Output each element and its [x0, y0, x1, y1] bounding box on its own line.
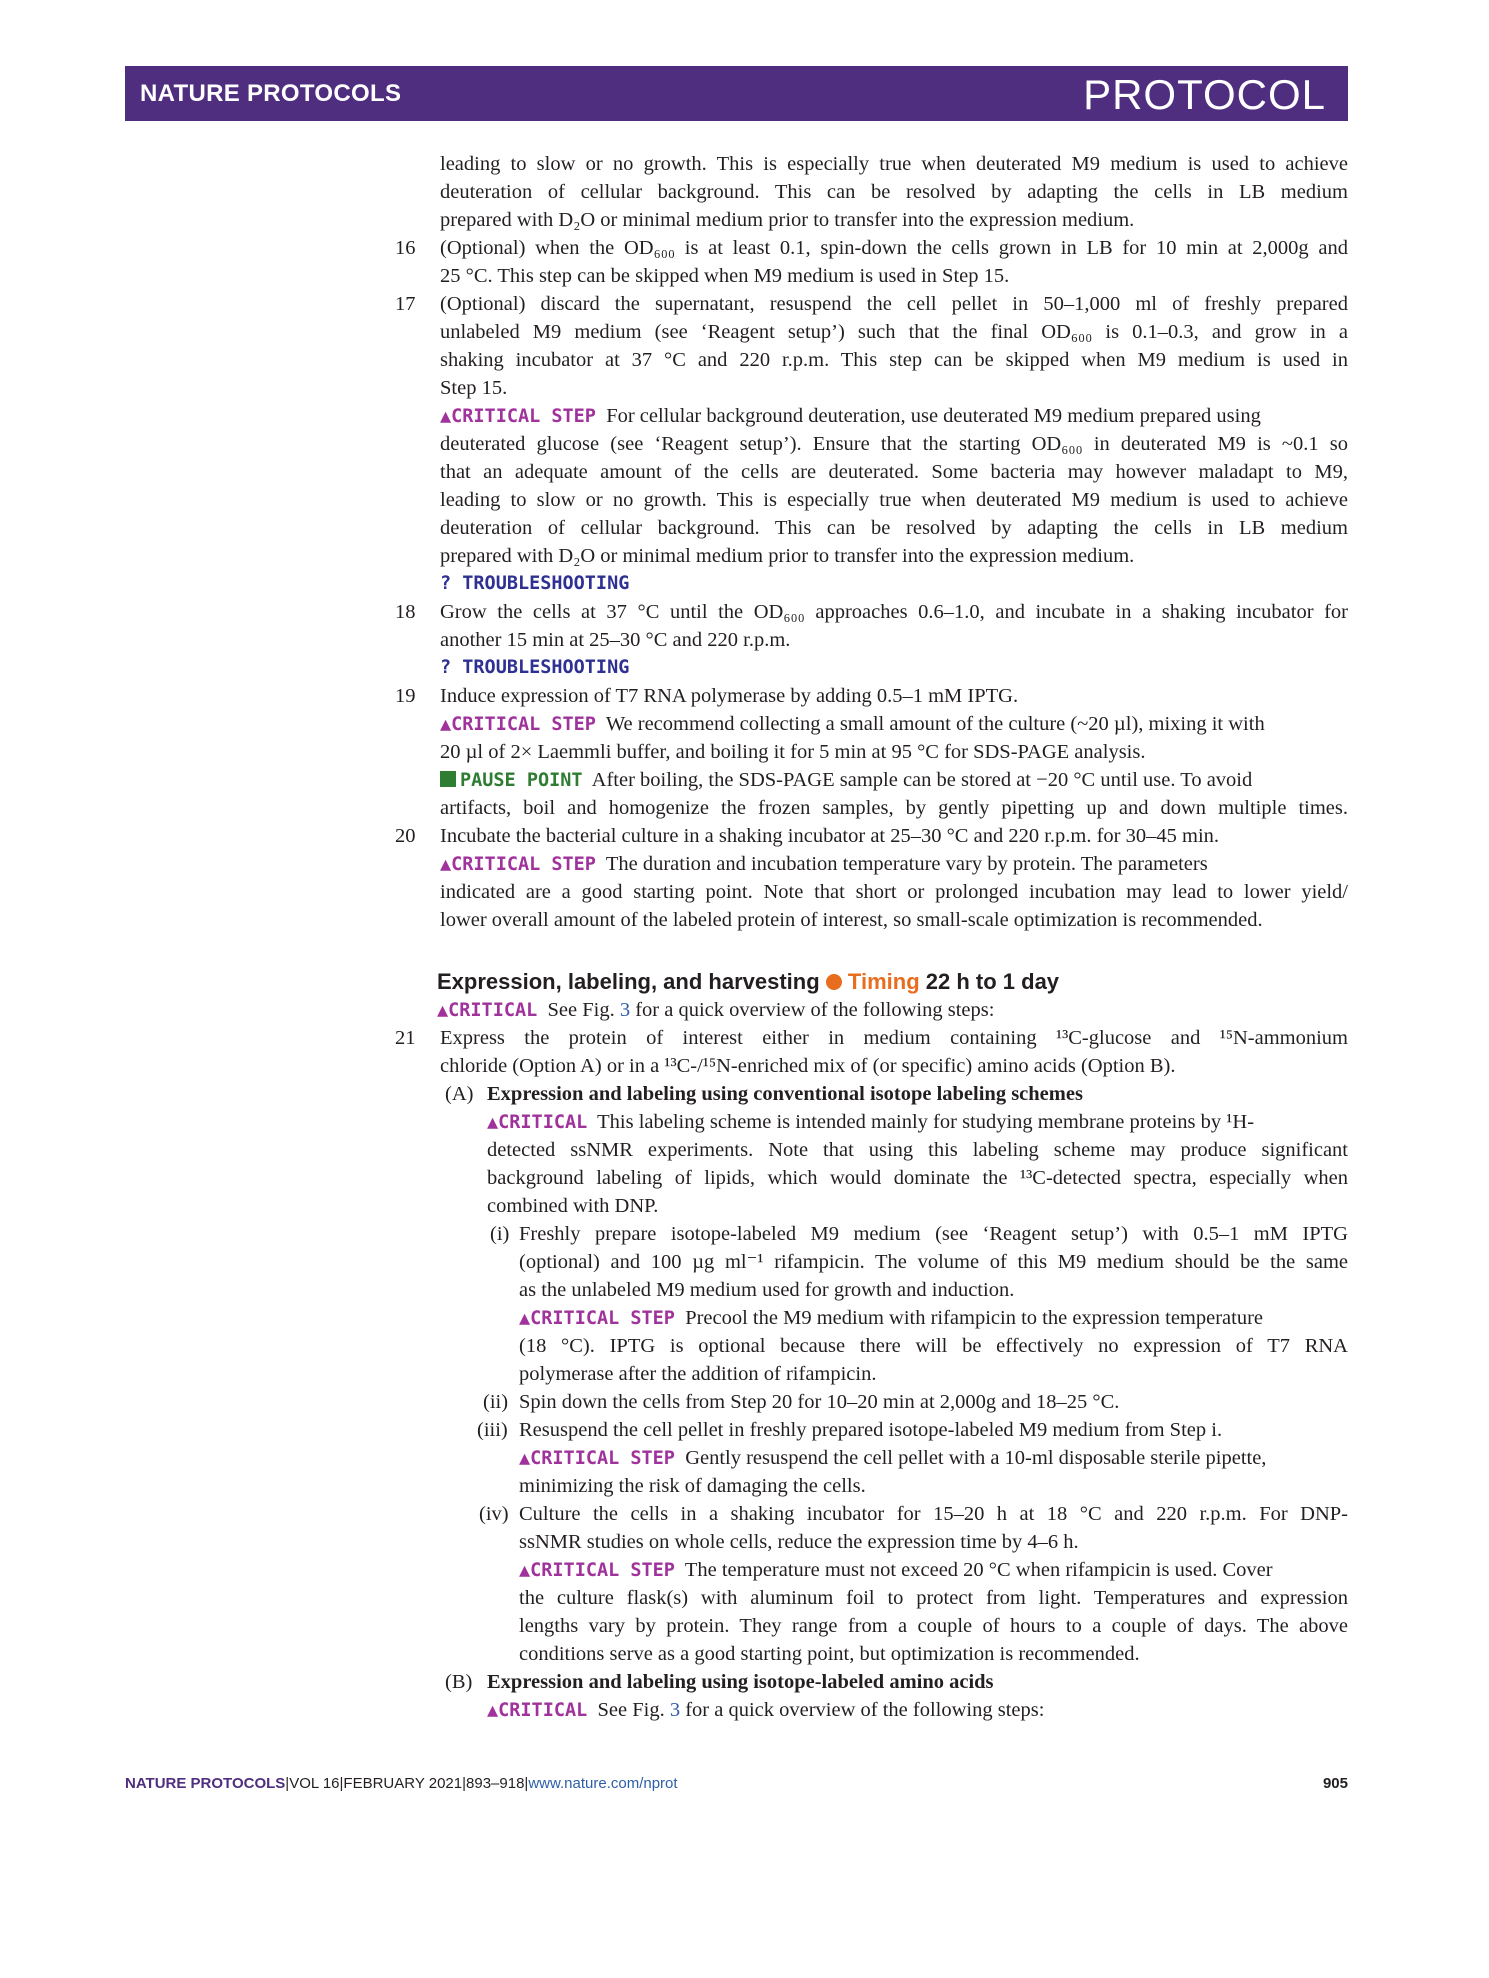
timing-label: Timing: [847, 969, 920, 994]
text-line: the culture flask(s) with aluminum foil to protect from light. Temperatures and expression: [519, 1587, 1348, 1609]
text-line: deuterated glucose (see ‘Reagent setup’). Ensure that the starting OD₆₀₀ in deuterated M9 is ~0.1 so: [440, 433, 1348, 455]
text-line: as the unlabeled M9 medium used for growth and induction.: [519, 1279, 1015, 1301]
step-number: 19: [395, 685, 416, 707]
option-label: (A): [445, 1083, 474, 1105]
text-line: another 15 min at 25–30 °C and 220 r.p.m.: [440, 629, 791, 651]
text-line: Freshly prepare isotope-labeled M9 medium (see ‘Reagent setup’) with 0.5–1 mM IPTG: [519, 1223, 1348, 1245]
text-line: minimizing the risk of damaging the cells.: [519, 1475, 866, 1497]
text-line: detected ssNMR experiments. Note that using this labeling scheme may produce significant: [487, 1139, 1348, 1161]
critical-step-note: ▲CRITICAL STEP The duration and incubation temperature vary by protein. The parameters: [440, 853, 1208, 875]
footer-journal: NATURE PROTOCOLS: [125, 1775, 286, 1792]
critical-step-label: ▲CRITICAL STEP: [440, 406, 596, 427]
text-line: Express the protein of interest either in medium containing ¹³C-glucose and ¹⁵N-ammonium: [440, 1027, 1348, 1049]
text-line: leading to slow or no growth. This is especially true when deuterated M9 medium is used to achieve: [440, 153, 1348, 175]
critical-step-label: ▲CRITICAL STEP: [440, 854, 596, 875]
step-number: 21: [395, 1027, 416, 1049]
text-line: polymerase after the addition of rifampicin.: [519, 1363, 877, 1385]
text-line: lower overall amount of the labeled protein of interest, so small-scale optimization is recommended.: [440, 909, 1263, 931]
substep-label: (iv): [479, 1503, 509, 1525]
critical-label: ▲CRITICAL: [487, 1700, 588, 1721]
text-line: shaking incubator at 37 °C and 220 r.p.m. This step can be skipped when M9 medium is used in: [440, 349, 1348, 371]
text-line: unlabeled M9 medium (see ‘Reagent setup’) such that the final OD₆₀₀ is 0.1–0.3, and grow in a: [440, 321, 1348, 343]
critical-note: ▲CRITICAL This labeling scheme is intended mainly for studying membrane proteins by ¹H-: [487, 1111, 1255, 1133]
critical-step-label: ▲CRITICAL STEP: [440, 714, 596, 735]
text-line: (Optional) when the OD₆₀₀ is at least 0.1, spin-down the cells grown in LB for 10 min at 2,000g and: [440, 237, 1348, 259]
text-line: lengths vary by protein. They range from a couple of hours to a couple of days. The above: [519, 1615, 1348, 1637]
figure-link[interactable]: 3: [619, 999, 631, 1021]
critical-step-note: ▲CRITICAL STEP We recommend collecting a small amount of the culture (~20 µl), mixing it with: [440, 713, 1265, 735]
option-title: Expression and labeling using isotope-labeled amino acids: [487, 1671, 994, 1693]
step-number: 17: [395, 293, 416, 315]
substep-label: (i): [490, 1223, 510, 1245]
text-line: conditions serve as a good starting point, but optimization is recommended.: [519, 1643, 1140, 1665]
substep-label: (iii): [477, 1419, 508, 1441]
text-line: Culture the cells in a shaking incubator for 15–20 h at 18 °C and 220 r.p.m. For DNP-: [519, 1503, 1348, 1525]
critical-step-note: ▲CRITICAL STEP For cellular background deuteration, use deuterated M9 medium prepared using: [440, 405, 1261, 427]
critical-step-label: ▲CRITICAL STEP: [519, 1448, 675, 1469]
text-line: Grow the cells at 37 °C until the OD₆₀₀ approaches 0.6–1.0, and incubate in a shaking incubator for: [440, 601, 1348, 623]
text-line: deuteration of cellular background. This can be resolved by adapting the cells in LB medium: [440, 517, 1348, 539]
text-line: Step 15.: [440, 377, 508, 399]
page-footer: NATURE PROTOCOLS|VOL 16|FEBRUARY 2021|893–918|www.nature.com/nprot 905: [125, 1775, 1348, 1792]
text-line: (optional) and 100 µg ml⁻¹ rifampicin. The volume of this M9 medium should be the same: [519, 1251, 1348, 1273]
step-number: 18: [395, 601, 416, 623]
pause-square-icon: [440, 771, 456, 787]
timing-value: 22 h to 1 day: [925, 969, 1060, 994]
footer-volume: VOL 16: [289, 1775, 340, 1792]
critical-step-label: ▲CRITICAL STEP: [519, 1560, 675, 1581]
journal-name: NATURE PROTOCOLS: [140, 80, 402, 107]
footer-pages: 893–918: [466, 1775, 525, 1792]
text-line: (18 °C). IPTG is optional because there will be effectively no expression of T7 RNA: [519, 1335, 1348, 1357]
critical-step-note: ▲CRITICAL STEP Gently resuspend the cell pellet with a 10-ml disposable sterile pipette,: [519, 1447, 1267, 1469]
text-line: 20 µl of 2× Laemmli buffer, and boiling it for 5 min at 95 °C for SDS-PAGE analysis.: [440, 741, 1146, 763]
figure-link[interactable]: 3: [669, 1699, 681, 1721]
troubleshooting-link[interactable]: ? TROUBLESHOOTING: [440, 573, 630, 594]
troubleshooting-link[interactable]: ? TROUBLESHOOTING: [440, 657, 630, 678]
journal-header-bar: [125, 66, 1348, 121]
critical-note: ▲CRITICAL See Fig. 3 for a quick overview of the following steps:: [487, 1699, 1045, 1721]
critical-step-label: ▲CRITICAL STEP: [519, 1308, 675, 1329]
text-line: artifacts, boil and homogenize the frozen samples, by gently pipetting up and down multiple times.: [440, 797, 1348, 819]
text-line: combined with DNP.: [487, 1195, 659, 1217]
text-line: 25 °C. This step can be skipped when M9 medium is used in Step 15.: [440, 265, 1010, 287]
critical-label: ▲CRITICAL: [487, 1112, 588, 1133]
option-label: (B): [445, 1671, 473, 1693]
step-number: 20: [395, 825, 416, 847]
footer-date: FEBRUARY 2021: [343, 1775, 463, 1792]
critical-note: ▲CRITICAL See Fig. 3 for a quick overview of the following steps:: [437, 999, 995, 1021]
text-line: prepared with D₂O or minimal medium prior to transfer into the expression medium.: [440, 545, 1135, 567]
substep-label: (ii): [483, 1391, 509, 1413]
critical-step-note: ▲CRITICAL STEP The temperature must not exceed 20 °C when rifampicin is used. Cover: [519, 1559, 1273, 1581]
text-line: Incubate the bacterial culture in a shaking incubator at 25–30 °C and 220 r.p.m. for 30–45 min.: [440, 825, 1220, 847]
text-line: indicated are a good starting point. Note that short or prolonged incubation may lead to lower yield/: [440, 881, 1348, 903]
option-title: Expression and labeling using conventional isotope labeling schemes: [487, 1083, 1083, 1105]
critical-label: ▲CRITICAL: [437, 1000, 538, 1021]
critical-step-note: ▲CRITICAL STEP Precool the M9 medium with rifampicin to the expression temperature: [519, 1307, 1264, 1329]
footer-url-link[interactable]: www.nature.com/nprot: [528, 1775, 678, 1792]
text-line: ssNMR studies on whole cells, reduce the expression time by 4–6 h.: [519, 1531, 1079, 1553]
page-number: 905: [1322, 1775, 1348, 1792]
text-line: (Optional) discard the supernatant, resuspend the cell pellet in 50–1,000 ml of freshly prepared: [440, 293, 1348, 315]
text-line: deuteration of cellular background. This can be resolved by adapting the cells in LB medium: [440, 181, 1348, 203]
text-line: Resuspend the cell pellet in freshly prepared isotope-labeled M9 medium from Step i.: [519, 1419, 1223, 1441]
pause-point-note: PAUSE POINT After boiling, the SDS-PAGE sample can be stored at −20 °C until use. To avoid: [440, 766, 1252, 795]
text-line: that an adequate amount of the cells are deuterated. Some bacteria may however maladapt to M9,: [440, 461, 1348, 483]
text-line: leading to slow or no growth. This is especially true when deuterated M9 medium is used to achieve: [440, 489, 1348, 511]
text-line: prepared with D₂O or minimal medium prior to transfer into the expression medium.: [440, 209, 1135, 231]
timing-dot-icon: [826, 974, 842, 990]
section-heading: Expression, labeling, and harvesting Timing 22 h to 1 day: [437, 969, 1060, 994]
text-line: Induce expression of T7 RNA polymerase by adding 0.5–1 mM IPTG.: [440, 685, 1019, 707]
pause-point-label: PAUSE POINT: [440, 770, 583, 791]
step-number: 16: [395, 237, 416, 259]
text-line: background labeling of lipids, which would dominate the ¹³C-detected spectra, especially when: [487, 1167, 1348, 1189]
text-line: chloride (Option A) or in a ¹³C-/¹⁵N-enriched mix of (or specific) amino acids (Option B).: [440, 1055, 1176, 1077]
text-line: Spin down the cells from Step 20 for 10–20 min at 2,000g and 18–25 °C.: [519, 1391, 1120, 1413]
article-type: PROTOCOL: [1083, 71, 1326, 118]
